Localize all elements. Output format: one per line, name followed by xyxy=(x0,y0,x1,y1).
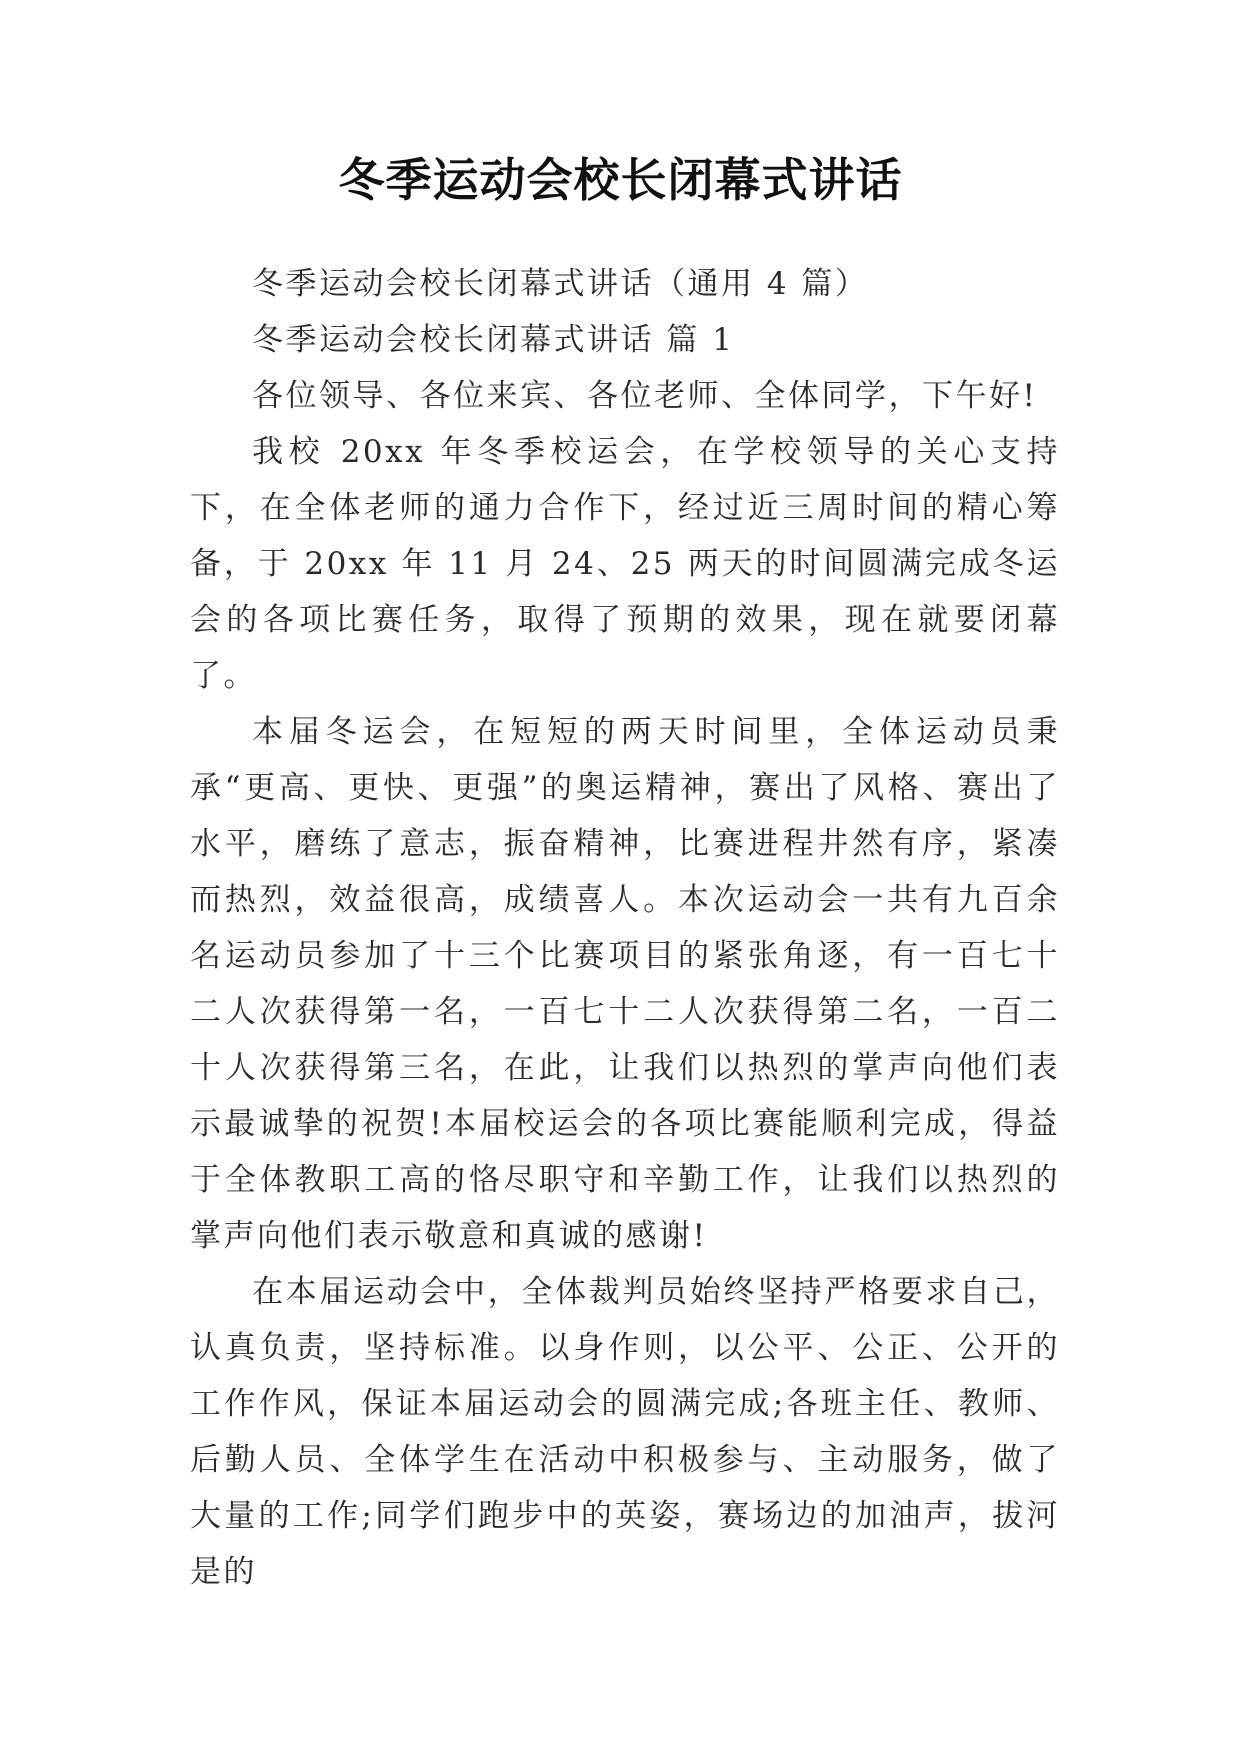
body-paragraph: 我校 20xx 年冬季校运会，在学校领导的关心支持下，在全体老师的通力合作下，经过近三周时间的精心筹备，于 20xx 年 11 月 24、25 两天的时间圆满完成冬运会的各项比赛任务，取得了预期的效果，现在就要闭幕了。 xyxy=(190,434,1060,694)
document-title: 冬季运动会校长闭幕式讲话 xyxy=(338,153,903,207)
document-body xyxy=(190,256,1060,1600)
body-paragraph: 本届冬运会，在短短的两天时间里，全体运动员秉承“更高、更快、更强”的奥运精神，赛出了风格、赛出了水平，磨练了意志，振奋精神，比赛进程井然有序，紧凑而热烈，效益很高，成绩喜人。本次运动会一共有九百余名运动员参加了十三个比赛项目的紧张角逐，有一百七十二人次获得第一名，一百七十二人次获得第二名，一百二十人次获得第三名，在此，让我们以热烈的掌声向他们表示最诚挚的祝贺!本届校运会的各项比赛能顺利完成，得益于全体教职工高的恪尽职守和辛勤工作，让我们以热烈的掌声向他们表示敬意和真诚的感谢! xyxy=(190,714,1060,1254)
body-paragraph: 在本届运动会中，全体裁判员始终坚持严格要求自己，认真负责，坚持标准。以身作则，以公平、公正、公开的工作作风，保证本届运动会的圆满完成;各班主任、教师、后勤人员、全体学生在活动中积极参与、主动服务，做了大量的工作;同学们跑步中的英姿，赛场边的加油声，拔河是的 xyxy=(190,1274,1060,1590)
section-heading: 冬季运动会校长闭幕式讲话 篇 1 xyxy=(252,322,735,358)
greeting-paragraph: 各位领导、各位来宾、各位老师、全体同学，下午好! xyxy=(252,378,1038,414)
subtitle-paragraph: 冬季运动会校长闭幕式讲话（通用 4 篇） xyxy=(252,266,869,302)
